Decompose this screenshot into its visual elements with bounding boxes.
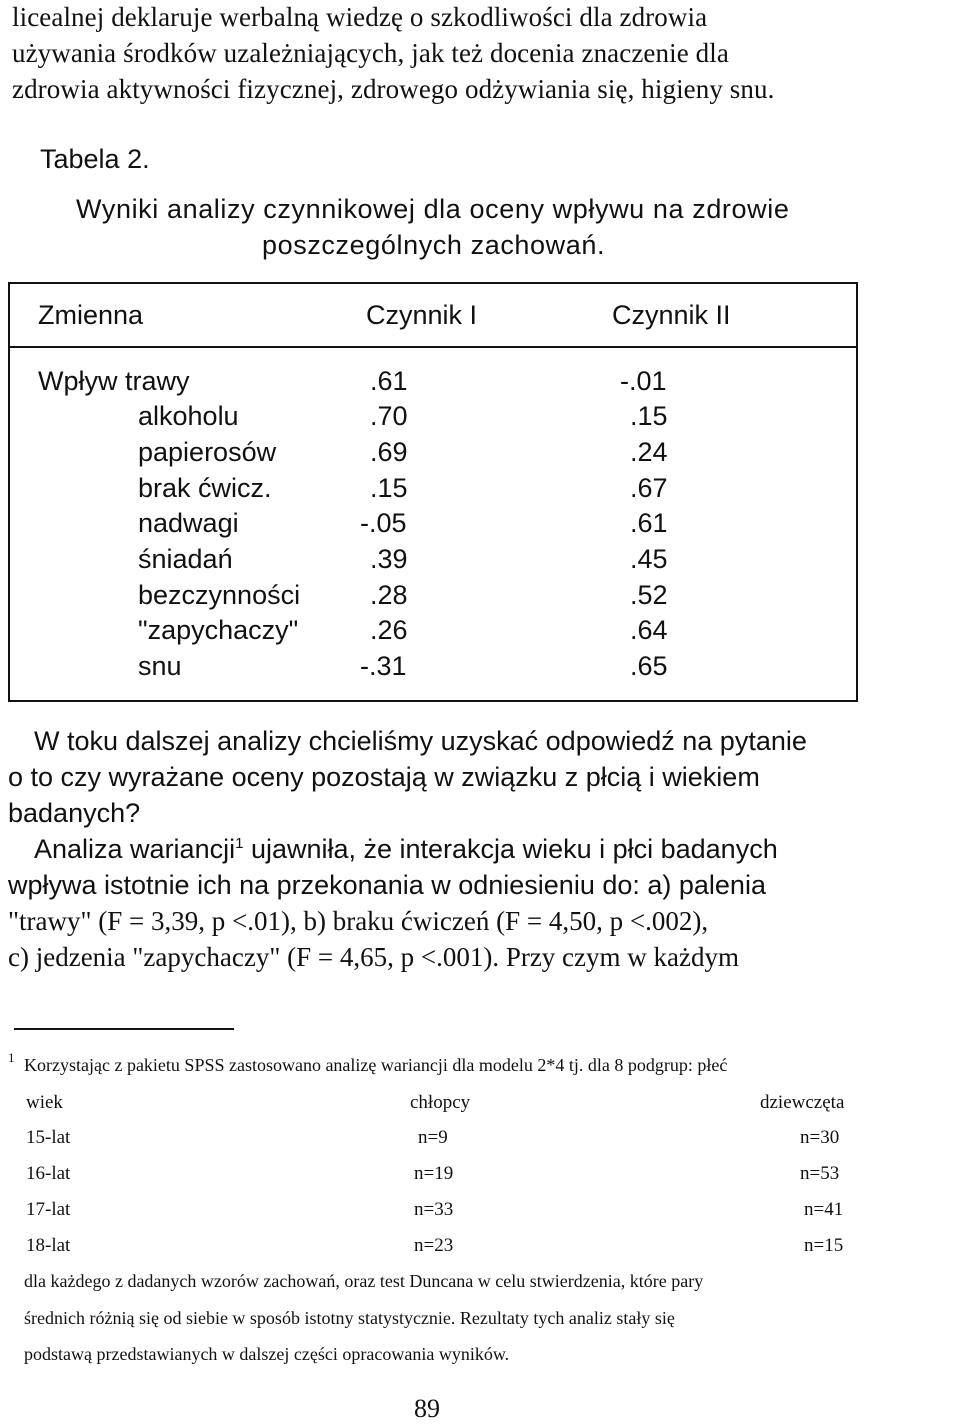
footnote-closing-line-1: dla każdego z dadanych wzorów zachowań, oraz test Duncana w celu stwierdzenia, które pary (24, 1271, 704, 1291)
footnote-cell-girls: n=30 (800, 1127, 840, 1148)
body-line-1: W toku dalszej analizy chcieliśmy uzyskać odpowiedź na pytanie (34, 726, 807, 756)
body-line-2: o to czy wyrażane oceny pozostają w związku z płcią i wiekiem (8, 762, 760, 792)
table-cell-factor-1: .26 (370, 615, 408, 645)
table-label: Tabela 2. (40, 144, 150, 174)
table-cell-variable: "zapychaczy" (138, 615, 299, 645)
table-header-variable: Zmienna (38, 300, 144, 330)
footnote-cell-age: 16-lat (26, 1163, 71, 1184)
table-cell-variable: Wpływ trawy (38, 366, 190, 396)
table-cell-variable: papierosów (138, 437, 277, 467)
footnote-intro: Korzystając z pakietu SPSS zastosowano analizę wariancji dla modelu 2*4 tj. dla 8 podgrup: płeć (24, 1055, 728, 1075)
footnote-closing-line-2: średnich różnią się od siebie w sposób istotny statystycznie. Rezultaty tych analiz stały się (24, 1308, 675, 1328)
table-cell-factor-1: -.05 (360, 508, 407, 538)
intro-line-3: zdrowia aktywności fizycznej, zdrowego odżywiania się, higieny snu. (12, 74, 775, 104)
footnote-header-girls: dziewczęta (760, 1092, 845, 1113)
table-header-rule (8, 346, 858, 348)
table-cell-variable: nadwagi (138, 508, 239, 538)
footnote-cell-age: 15-lat (26, 1127, 71, 1148)
footnote-closing-line-3: podstawą przedstawianych w dalszej części opracowania wyników. (24, 1344, 510, 1364)
footnote-header-age: wiek (26, 1092, 63, 1113)
intro-line-2: używania środków uzależniających, jak też docenia znaczenie dla (12, 38, 729, 68)
table-cell-factor-1: .70 (370, 401, 408, 431)
page-number: 89 (414, 1394, 440, 1423)
table-cell-factor-2: -.01 (620, 366, 667, 396)
table-header-factor-2: Czynnik II (612, 300, 731, 330)
analysis-line-4: c) jedzenia "zapychaczy" (F = 4,65, p <.001). Przy czym w każdym (8, 942, 739, 972)
table-header-factor-1: Czynnik I (366, 300, 478, 330)
footnote-cell-age: 18-lat (26, 1235, 71, 1256)
table-cell-factor-2: .64 (630, 615, 668, 645)
footnote-separator (14, 1028, 234, 1030)
table-cell-factor-2: .67 (630, 473, 668, 503)
factor-table (8, 282, 858, 702)
footnote-cell-boys: n=9 (418, 1127, 448, 1148)
footnote-cell-girls: n=41 (804, 1199, 844, 1220)
analysis-line-1-start: Analiza wariancji (34, 834, 236, 864)
table-cell-factor-2: .24 (630, 437, 668, 467)
footnote-marker: 1 (8, 1050, 15, 1065)
table-cell-variable: snu (138, 651, 182, 681)
table-cell-factor-2: .52 (630, 580, 668, 610)
table-cell-factor-2: .45 (630, 544, 668, 574)
footnote-cell-girls: n=15 (804, 1235, 844, 1256)
table-cell-variable: brak ćwicz. (138, 473, 272, 503)
body-line-3: badanych? (8, 798, 141, 828)
footnote-cell-boys: n=19 (414, 1163, 454, 1184)
table-cell-factor-2: .65 (630, 651, 668, 681)
footnote-cell-girls: n=53 (800, 1163, 840, 1184)
table-cell-variable: alkoholu (138, 401, 239, 431)
table-cell-factor-1: .39 (370, 544, 408, 574)
table-cell-factor-1: .61 (370, 366, 408, 396)
table-cell-factor-1: -.31 (360, 651, 407, 681)
footnote-cell-age: 17-lat (26, 1199, 71, 1220)
footnote-cell-boys: n=23 (414, 1235, 454, 1256)
table-caption-line-2: poszczególnych zachowań. (262, 230, 606, 260)
analysis-line-1-end: ujawniła, że interakcja wieku i płci badanych (243, 834, 778, 864)
analysis-line-1 (34, 834, 778, 865)
table-caption-line-1: Wyniki analizy czynnikowej dla oceny wpływu na zdrowie (76, 194, 790, 224)
table-cell-factor-1: .69 (370, 437, 408, 467)
table-cell-variable: śniadań (138, 544, 233, 574)
footnote-cell-boys: n=33 (414, 1199, 454, 1220)
analysis-line-2: wpływa istotnie ich na przekonania w odniesieniu do: a) palenia (8, 870, 766, 900)
intro-line-1: licealnej deklaruje werbalną wiedzę o szkodliwości dla zdrowia (12, 2, 708, 32)
analysis-line-3: "trawy" (F = 3,39, p <.01), b) braku ćwiczeń (F = 4,50, p <.002), (8, 906, 709, 936)
table-cell-factor-1: .15 (370, 473, 408, 503)
table-cell-factor-2: .61 (630, 508, 668, 538)
footnote-reference: 1 (235, 835, 244, 852)
table-cell-factor-1: .28 (370, 580, 408, 610)
table-cell-factor-2: .15 (630, 401, 668, 431)
footnote-header-boys: chłopcy (410, 1092, 471, 1113)
table-cell-variable: bezczynności (138, 580, 301, 610)
